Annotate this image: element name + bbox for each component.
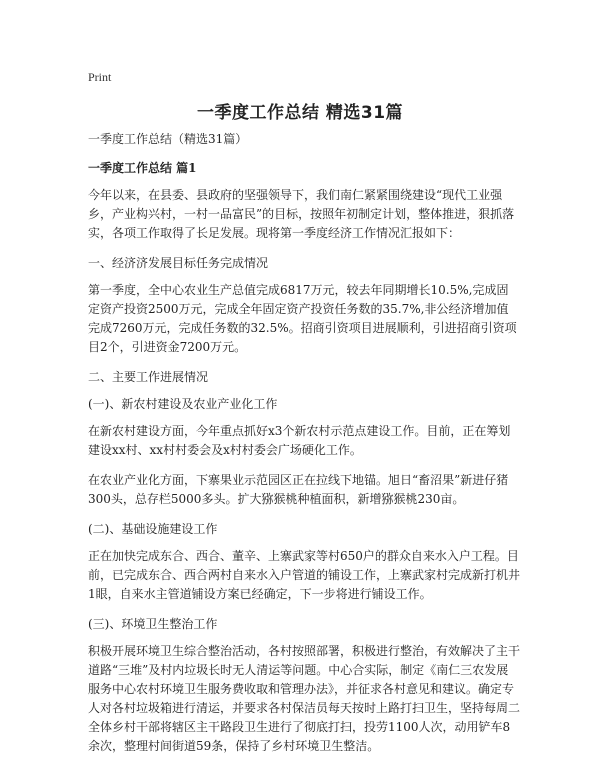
document-subtitle: 一季度工作总结（精选31篇） (88, 132, 248, 146)
print-link[interactable]: Print (88, 70, 112, 84)
section-title: 一季度工作总结 篇1 (88, 161, 197, 175)
paragraph-industrialization: 在农业产业化方面，下寨果业示范园区正在拉线下地锚。旭日“畜沼果”新进仔猪300头，总存栏5000多头。扩大猕猴桃种植面积，新增猕猴桃230亩。 (88, 473, 509, 506)
paragraph-infrastructure: 正在加快完成东合、西合、董辛、上寨武家等村650户的群众自来水入户工程。目前，已完成东合、西合两村自来水入户管道的铺设工作，上寨武家村完成新打机井1眼，自来水主管道铺设方案已经确定，下一步将进行铺设工作。 (88, 549, 521, 601)
document-body (88, 130, 520, 767)
heading-infrastructure: (二)、基础设施建设工作 (88, 522, 218, 536)
heading-main-progress: 二、主要工作进展情况 (88, 370, 209, 384)
paragraph-intro: 今年以来，在县委、县政府的坚强领导下，我们南仁紧紧围绕建设“现代工业强乡，产业构兴村，一村一品富民”的目标，按照年初制定计划，整体推进，狠抓落实，各项工作取得了长足发展。现将第一季度经济工作情况汇报如下： (88, 188, 515, 240)
paragraph-economic-targets: 第一季度，全中心农业生产总值完成6817万元，较去年同期增长10.5%,完成固定资产投资2500万元，完成全年固定资产投资任务数的35.7%,非公经济增加值完成7260万元，完成任务数的32.5%。招商引资项目进展顺利，引进招商引资项目2个，引进资金7200万元。 (88, 283, 517, 354)
heading-new-rural: (一)、新农村建设及农业产业化工作 (88, 397, 278, 411)
heading-economic-targets: 一、经济济发展目标任务完成情况 (88, 256, 269, 270)
heading-environment: (三)、环境卫生整治工作 (88, 617, 218, 631)
paragraph-environment: 积极开展环境卫生综合整治活动，各村按照部署，积极进行整治，有效解决了主干道路“三堆”及村内垃圾长时无人清运等问题。中心合实际，制定《南仁三农发展服务中心农村环境卫生服务费收取和管理办法》，并征求各村意见和建议。确定专人对各村垃圾箱进行清运，并要求各村保洁员每天按时上路打扫卫生，坚持每周二全体乡村干部将辖区主干路段卫生进行了彻底打扫，投劳1100人次，动用铲车8余次，整理村间街道59条，保持了乡村环境卫生整洁。 (88, 644, 521, 753)
document-title: 一季度工作总结 精选31篇 (196, 103, 404, 123)
paragraph-new-rural: 在新农村建设方面，今年重点抓好x3个新农村示范点建设工作。目前，正在筹划建设xx村、xx村村委会及x村村委会广场硬化工作。 (88, 424, 511, 457)
